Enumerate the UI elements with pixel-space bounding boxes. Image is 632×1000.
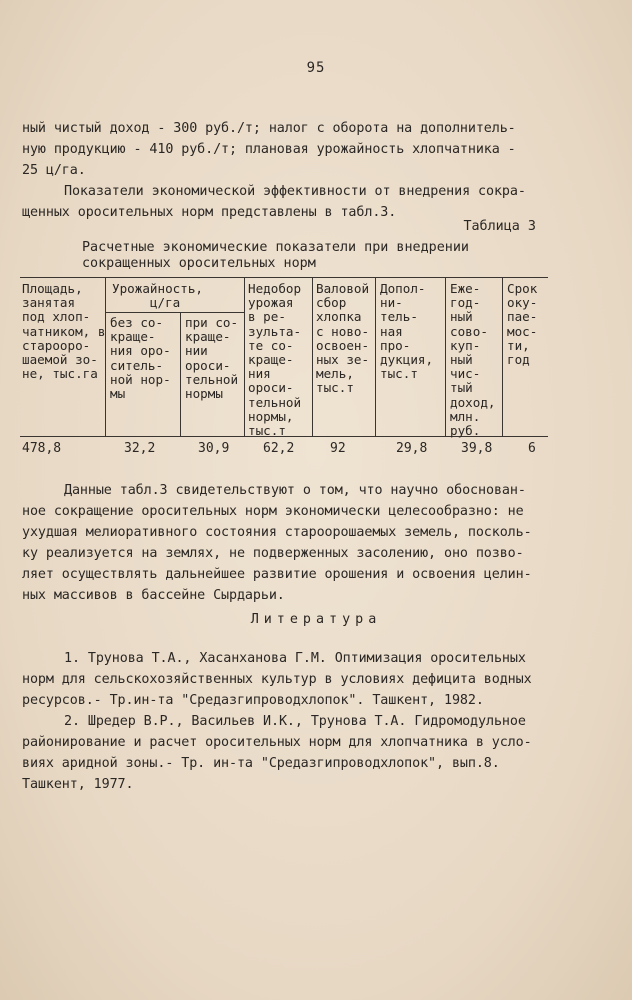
text-line: 1. Трунова Т.А., Хасанханова Г.М. Оптимизация оросительных — [64, 651, 526, 666]
header-additional-product: Допол- ни- тель- ная про- дукция, тыс.т — [380, 281, 434, 382]
table-label: Таблица 3 — [463, 219, 536, 234]
table-title-line: Расчетные экономические показатели при внедрении — [82, 240, 469, 255]
table-cell: 39,8 — [461, 441, 493, 456]
text-line: 2. Шредер В.Р., Васильев И.К., Трунова Т.А. Гидромодульное — [64, 714, 526, 729]
header-yield-group: Урожайность, ц/га — [112, 281, 203, 311]
intro-paragraph — [22, 118, 622, 181]
column-divider — [375, 277, 376, 436]
paragraph-efficiency — [22, 181, 622, 223]
reference-1 — [22, 648, 622, 711]
text-line: ляет осуществлять дальнейшее развитие орошения и освоения целин- — [22, 567, 532, 582]
text-line: районирование и расчет оросительных норм для хлопчатника в усло- — [22, 735, 532, 750]
text-line: 25 ц/га. — [22, 163, 86, 178]
text-line: Данные табл.3 свидетельствуют о том, что научно обоснован- — [64, 483, 526, 498]
table-cell: 62,2 — [263, 441, 295, 456]
table-top-rule — [20, 277, 548, 278]
header-annual-income: Еже- год- ный сово- куп- ный чис- тый доход, млн. руб. — [450, 281, 496, 439]
header-area: Площадь, занятая под хлоп- чатником, в староорo- шаемой зо- не, тыс.га — [22, 281, 106, 382]
table-title-line: сокращенных оросительных норм — [82, 256, 316, 271]
reference-2 — [22, 711, 622, 795]
column-divider — [244, 277, 245, 436]
table-cell: 29,8 — [396, 441, 428, 456]
table-cell: 6 — [528, 441, 536, 456]
table-cell: 478,8 — [22, 441, 62, 456]
column-divider — [445, 277, 446, 436]
header-payback-period: Срок оку- пае- мос- ти, год — [507, 281, 538, 368]
table-cell: 32,2 — [124, 441, 156, 456]
text-line: Показатели экономической эффективности от внедрения сокра- — [64, 184, 526, 199]
page-number: 95 — [306, 60, 326, 76]
table-cell: 30,9 — [198, 441, 230, 456]
table-cell: 92 — [330, 441, 346, 456]
text-line: щенных оросительных норм представлены в табл.3. — [22, 205, 397, 220]
literature-heading: Литература — [250, 612, 382, 627]
text-line: ресурсов.- Тр.ин-та "Средазгипроводхлопок". Ташкент, 1982. — [22, 693, 484, 708]
text-line: Ташкент, 1977. — [22, 777, 134, 792]
text-line: норм для сельскохозяйственных культур в условиях дефицита водных — [22, 672, 532, 687]
header-yield-with-reduction: при со- краще- нии ороси- тельной нормы — [185, 315, 239, 402]
text-line: ку реализуется на землях, не подверженных засолению, оно позво- — [22, 546, 524, 561]
column-divider — [312, 277, 313, 436]
column-divider — [502, 277, 503, 436]
text-line: ных массивов в бассейне Сырдарьи. — [22, 588, 285, 603]
yield-subheader-rule — [106, 312, 244, 313]
column-divider — [180, 312, 181, 436]
text-line: ный чистый доход - 300 руб./т; налог с оборота на дополнитель- — [22, 121, 516, 136]
text-line: ухудшая мелиоративного состояния староорошаемых земель, посколь- — [22, 525, 532, 540]
paragraph-conclusion — [22, 480, 622, 606]
header-yield-without-reduction: без со- краще- ния оро- ситель- ной нор- мы — [110, 315, 171, 402]
economic-indicators-table — [20, 274, 548, 464]
table-title — [82, 240, 469, 272]
text-line: виях аридной зоны.- Тр. ин-та "Средазгипроводхлопок", вып.8. — [22, 756, 500, 771]
header-gross-harvest: Валовой сбор хлопка с ново- освоен- ных зе- мель, тыс.т — [316, 281, 370, 396]
text-line: ное сокращение оросительных норм экономически целесообразно: не — [22, 504, 524, 519]
text-line: ную продукцию - 410 руб./т; плановая урожайность хлопчатника - — [22, 142, 516, 157]
header-yield-shortfall: Недобор урожая в ре- зульта- те со- краще- ния ороси- тельной нормы, тыс.т — [248, 281, 302, 439]
